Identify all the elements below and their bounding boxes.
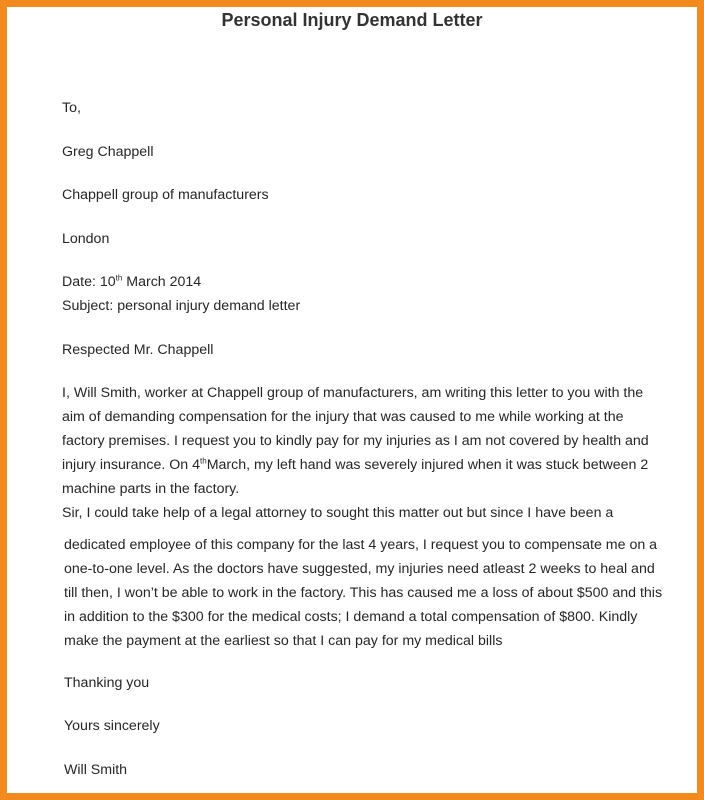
letter-page <box>7 7 697 793</box>
line4-suffix: March, my left hand was severely injured when it was stuck between 2 <box>206 457 649 473</box>
paragraph-line <box>62 453 649 477</box>
paragraph-line: aim of demanding compensation for the injury that was caused to me while working at the <box>62 409 624 425</box>
date-sup: th <box>115 273 123 283</box>
signature-name: Will Smith <box>64 762 128 778</box>
letter-title: Personal Injury Demand Letter <box>221 10 483 30</box>
date-prefix: Date: 10 <box>62 274 116 290</box>
paragraph-line: till then, I won’t be able to work in the factory. This has caused me a loss of about $500 and this <box>64 585 663 601</box>
paragraph-line: machine parts in the factory. <box>62 481 240 497</box>
recipient-city: London <box>62 231 110 247</box>
paragraph-line: Sir, I could take help of a legal attorney to sought this matter out but since I have been a <box>62 505 614 521</box>
to-line: To, <box>62 100 81 116</box>
body-paragraph-1 <box>62 381 649 525</box>
subject-line: Subject: personal injury demand letter <box>62 298 301 314</box>
recipient-name: Greg Chappell <box>62 144 154 160</box>
date-line <box>62 274 201 290</box>
paragraph-line: I, Will Smith, worker at Chappell group of manufacturers, am writing this letter to you with the <box>62 385 644 401</box>
paragraph-line: dedicated employee of this company for the last 4 years, I request you to compensate me on a <box>64 537 658 553</box>
paragraph-line: factory premises. I request you to kindly pay for my injuries as I am not covered by health and <box>62 433 649 449</box>
thanks-line: Thanking you <box>64 675 150 691</box>
paragraph-line: make the payment at the earliest so that I can pay for my medical bills <box>64 633 503 649</box>
paragraph-line: in addition to the $300 for the medical costs; I demand a total compensation of $800. Kindly <box>64 609 638 625</box>
line4-sup: th <box>200 456 207 466</box>
date-suffix: March 2014 <box>122 274 202 290</box>
closing-line: Yours sincerely <box>64 718 160 734</box>
paragraph-line: one-to-one level. As the doctors have suggested, my injuries need atleast 2 weeks to heal and <box>64 561 655 577</box>
recipient-company: Chappell group of manufacturers <box>62 187 269 203</box>
line4-prefix: injury insurance. On 4 <box>62 457 201 473</box>
salutation: Respected Mr. Chappell <box>62 342 214 358</box>
body-paragraph-2 <box>64 533 662 653</box>
